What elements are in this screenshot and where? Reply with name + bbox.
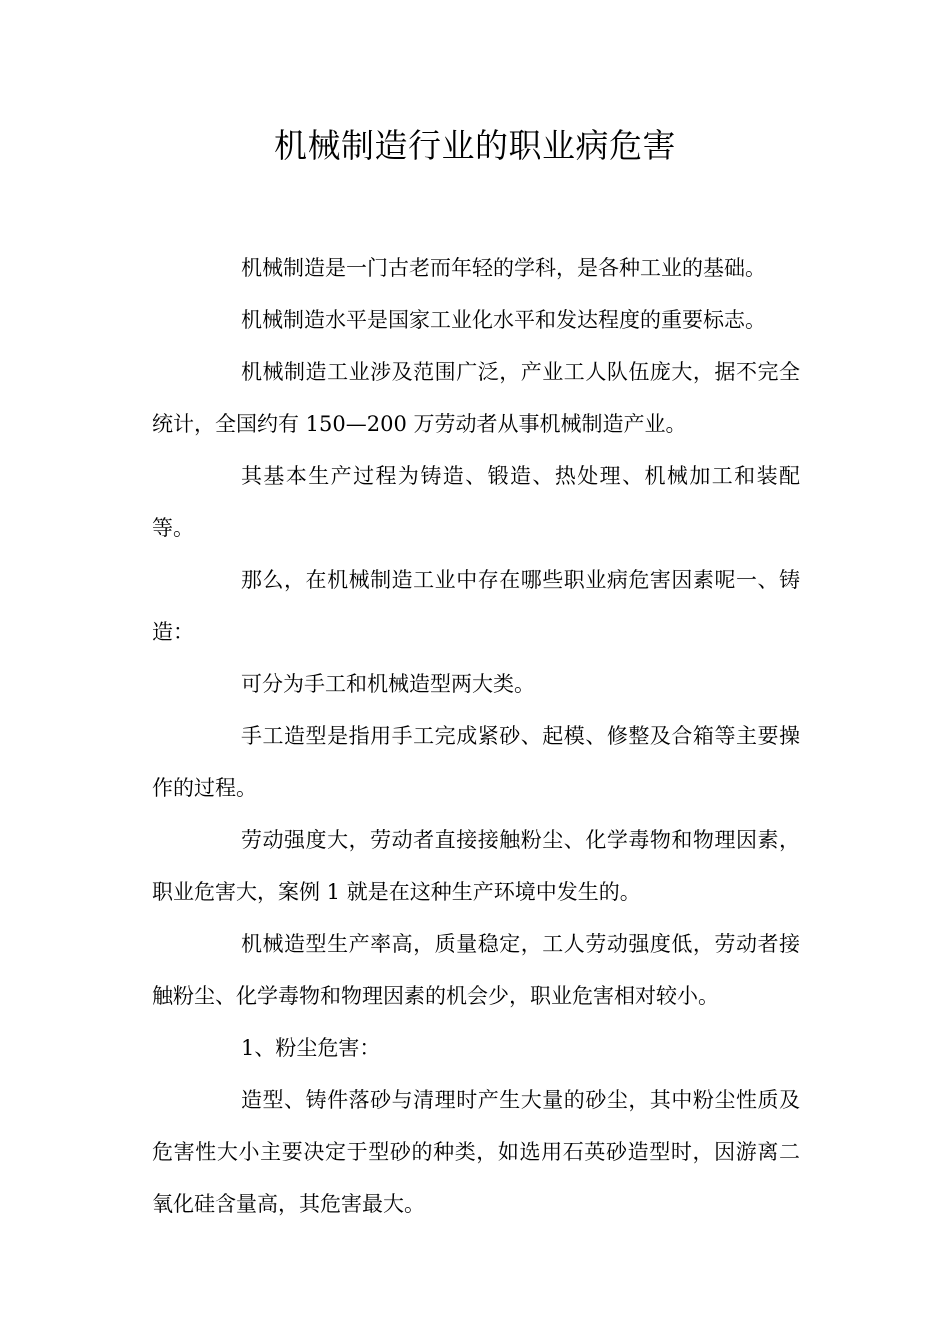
- paragraph: 劳动强度大，劳动者直接接触粉尘、化学毒物和物理因素，职业危害大，案例 1 就是在这种生产环境中发生的。: [152, 828, 800, 904]
- paragraph: 机械制造工业涉及范围广泛，产业工人队伍庞大，据不完全统计，全国约有 150—200 万劳动者从事机械制造产业。: [152, 360, 800, 436]
- paragraph: 造型、铸件落砂与清理时产生大量的砂尘，其中粉尘性质及危害性大小主要决定于型砂的种类，如选用石英砂造型时，因游离二氧化硅含量高，其危害最大。: [152, 1088, 800, 1216]
- paragraph: 机械制造水平是国家工业化水平和发达程度的重要标志。: [241, 308, 766, 332]
- paragraph: 可分为手工和机械造型两大类。: [241, 672, 535, 696]
- paragraph: 其基本生产过程为铸造、锻造、热处理、机械加工和装配等。: [152, 464, 800, 540]
- paragraph: 那么，在机械制造工业中存在哪些职业病危害因素呢一、铸造：: [152, 568, 800, 644]
- paragraph: 机械制造是一门古老而年轻的学科，是各种工业的基础。: [241, 256, 766, 280]
- paragraph: 机械造型生产率高，质量稳定，工人劳动强度低，劳动者接触粉尘、化学毒物和物理因素的机会少，职业危害相对较小。: [152, 932, 800, 1008]
- document-title: 机械制造行业的职业病危害: [274, 126, 676, 165]
- paragraph: 手工造型是指用手工完成紧砂、起模、修整及合箱等主要操作的过程。: [152, 724, 800, 800]
- document-body: [152, 242, 800, 1230]
- paragraph: 1、粉尘危害：: [241, 1036, 381, 1060]
